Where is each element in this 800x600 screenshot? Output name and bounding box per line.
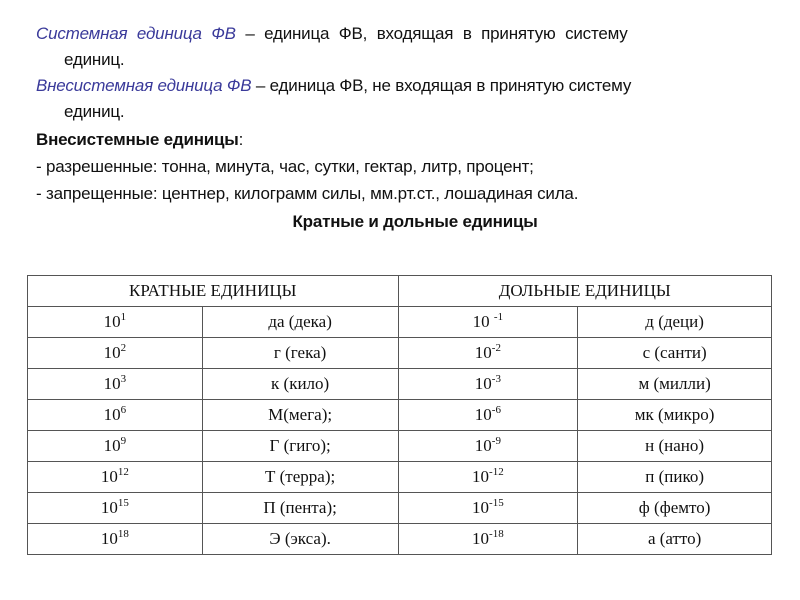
exponent: -6 [491,404,501,416]
submultiple-prefix: мк (микро) [578,400,772,431]
multiple-power [28,400,203,431]
submultiple-prefix: с (санти) [578,338,772,369]
table-row [28,462,772,493]
allowed-units: - разрешенные: тонна, минута, час, сутки, гектар, литр, процент; [36,157,534,176]
exponent: 2 [120,342,127,354]
base: 10 [103,343,121,362]
multiple-prefix: Г (гиго); [202,431,398,462]
base: 10 [103,405,121,424]
table-header-row [28,276,772,307]
submultiple-power [398,431,578,462]
prefix-table [27,275,772,555]
definition-continuation: единиц. [64,102,125,121]
multiple-prefix: Э (экса). [202,524,398,555]
exponent: 6 [120,404,127,416]
multiple-prefix: Т (терра); [202,462,398,493]
multiple-prefix: да (дека) [202,307,398,338]
submultiple-prefix: н (нано) [578,431,772,462]
submultiple-prefix: а (атто) [578,524,772,555]
submultiple-power [398,338,578,369]
base: 10 [103,312,121,331]
base: 10 [474,343,492,362]
multiple-power [28,462,203,493]
exponent: -3 [491,373,501,385]
base: 10 [100,467,118,486]
exponent: 3 [120,373,127,385]
base: 10 [472,529,490,548]
header-multiples: КРАТНЫЕ ЕДИНИЦЫ [28,276,399,307]
table-title: Кратные и дольные единицы [292,212,538,231]
multiple-prefix: П (пента); [202,493,398,524]
submultiple-power [398,369,578,400]
multiple-prefix: г (гека) [202,338,398,369]
submultiple-power [398,462,578,493]
nonsystem-heading [36,130,243,150]
forbidden-units: - запрещенные: центнер, килограмм силы, мм.рт.ст., лошадиная сила. [36,184,579,203]
term: Системная единица ФВ [36,24,236,43]
table-row [28,431,772,462]
submultiple-prefix: ф (фемто) [578,493,772,524]
exponent: -2 [491,342,501,354]
definition-text: – единица ФВ, не входящая в принятую систему [251,76,632,95]
submultiple-power [398,524,578,555]
base: 10 [103,374,121,393]
table-row [28,400,772,431]
multiple-power [28,338,203,369]
multiple-power [28,307,203,338]
exponent: -9 [491,435,501,447]
definition-system-unit [36,24,628,44]
exponent: -15 [489,497,504,509]
exponent: -12 [489,466,504,478]
term: Внесистемная единица ФВ [36,76,252,95]
exponent: 15 [117,497,129,509]
multiple-prefix: М(мега); [202,400,398,431]
definition-continuation: единиц. [64,50,125,69]
multiple-power [28,369,203,400]
exponent: 12 [117,466,129,478]
multiple-power [28,493,203,524]
exponent: 1 [120,311,127,323]
base: 10 [472,498,490,517]
submultiple-power [398,307,578,338]
base: 10 [472,467,490,486]
multiple-prefix: к (кило) [202,369,398,400]
base: 10 [474,436,492,455]
heading-text: Внесистемные единицы [36,130,239,149]
exponent: -18 [489,528,504,540]
submultiple-prefix: д (деци) [578,307,772,338]
base: 10 [474,405,492,424]
base: 10 [100,498,118,517]
base: 10 [103,436,121,455]
table-row [28,307,772,338]
multiple-power [28,524,203,555]
table-row [28,369,772,400]
submultiple-prefix: м (милли) [578,369,772,400]
exponent: -1 [493,311,504,323]
multiple-power [28,431,203,462]
header-submultiples: ДОЛЬНЫЕ ЕДИНИЦЫ [398,276,772,307]
definition-text: – единица ФВ, входящая в принятую систему [235,24,628,43]
exponent: 18 [117,528,129,540]
base: 10 [474,374,492,393]
table-row [28,524,772,555]
base: 10 [100,529,118,548]
table-row [28,338,772,369]
exponent: 9 [120,435,127,447]
table-row [28,493,772,524]
colon: : [238,130,244,149]
submultiple-prefix: п (пико) [578,462,772,493]
submultiple-power [398,400,578,431]
submultiple-power [398,493,578,524]
definition-nonsystem-unit [36,76,631,96]
base: 10 [472,312,494,331]
